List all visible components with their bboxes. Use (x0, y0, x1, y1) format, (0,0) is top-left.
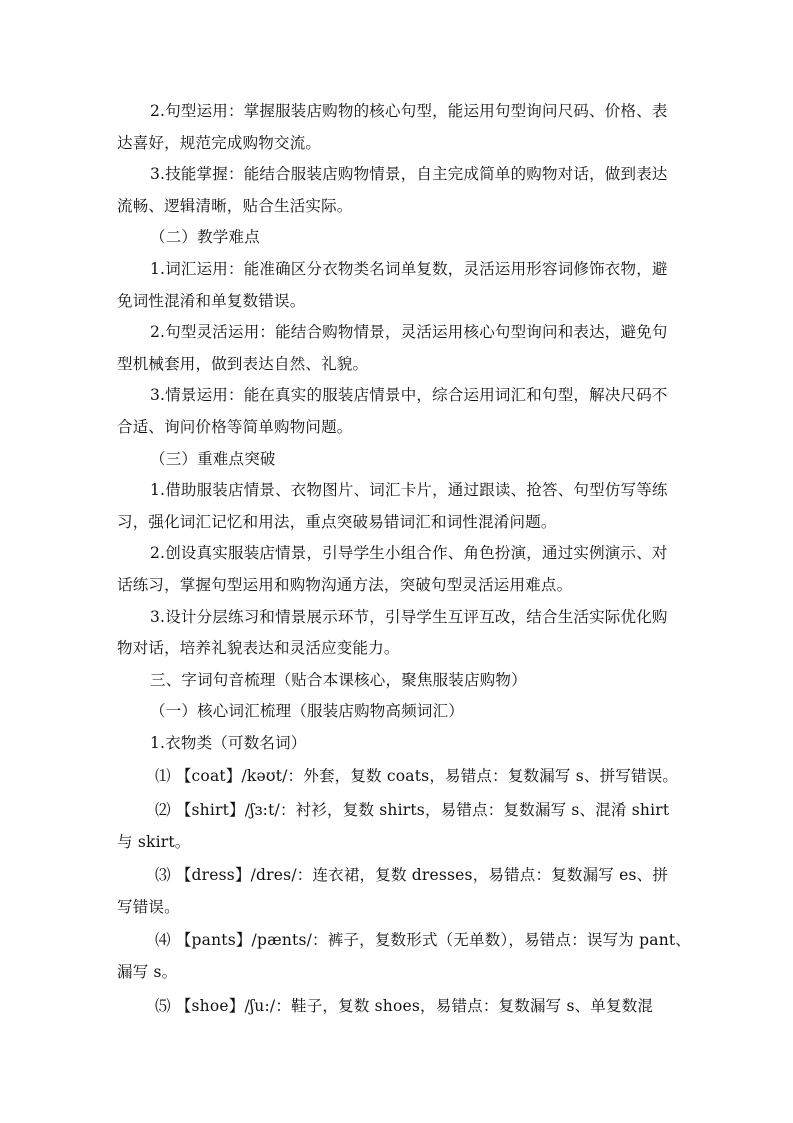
category-heading: 1.衣物类（可数名词） (150, 733, 307, 752)
paragraph-line: 免词性混淆和单复数错误。 (117, 291, 306, 310)
paragraph-line: 达喜好，规范完成购物交流。 (117, 133, 322, 152)
paragraph-line: 习，强化词汇记忆和用法，重点突破易错词汇和词性混淆问题。 (117, 512, 557, 531)
paragraph-line: 2.创设真实服装店情景，引导学生小组合作、角色扮演，通过实例演示、对 (150, 544, 668, 563)
paragraph-line: 型机械套用，做到表达自然、礼貌。 (117, 354, 369, 373)
paragraph-line: 物对话，培养礼貌表达和灵活应变能力。 (117, 639, 400, 658)
vocab-entry-continuation: 与 skirt。 (117, 832, 191, 851)
paragraph-line: 1.词汇运用：能准确区分衣物类名词单复数，灵活运用形容词修饰衣物，避 (150, 259, 668, 278)
paragraph-line: 2.句型灵活运用：能结合购物情景，灵活运用核心句型询问和表达，避免句 (150, 323, 668, 342)
paragraph-line: 3.技能掌握：能结合服装店购物情景，自主完成简单的购物对话，做到表达 (150, 165, 668, 184)
paragraph-line: 1.借助服装店情景、衣物图片、词汇卡片，通过跟读、抢答、句型仿写等练 (150, 481, 668, 500)
paragraph-line: 3.设计分层练习和情景展示环节，引导学生互评互改，结合生活实际优化购 (150, 607, 668, 626)
vocab-entry: ⑷ 【pants】/pænts/：裤子，复数形式（无单数），易错点：误写为 pant、 (155, 931, 692, 950)
paragraph-line: 合适、询问价格等简单购物问题。 (117, 417, 353, 436)
vocab-entry: ⑸ 【shoe】/ʃu:/：鞋子，复数 shoes，易错点：复数漏写 s、单复数混 (155, 996, 654, 1015)
vocab-entry-continuation: 漏写 s。 (117, 963, 178, 982)
vocab-entry: ⑴ 【coat】/kəʊt/：外套，复数 coats，易错点：复数漏写 s、拼写错误。 (155, 767, 679, 786)
section-heading: （二）教学难点 (150, 228, 260, 247)
section-heading: 三、字词句音梳理（贴合本课核心，聚焦服装店购物） (150, 670, 527, 689)
section-heading: （三）重难点突破 (150, 449, 276, 468)
vocab-entry: ⑶ 【dress】/dres/：连衣裙，复数 dresses，易错点：复数漏写 es、拼 (155, 866, 669, 885)
vocab-entry-continuation: 写错误。 (117, 897, 180, 916)
paragraph-line: 流畅、逻辑清晰，贴合生活实际。 (117, 196, 353, 215)
subsection-heading: （一）核心词汇梳理（服装店购物高频词汇） (150, 702, 465, 721)
document-body (117, 96, 692, 1022)
vocab-entry: ⑵ 【shirt】/ʃɜ:t/：衬衫，复数 shirts，易错点：复数漏写 s、混淆 shirt (155, 801, 670, 820)
paragraph-line: 3.情景运用：能在真实的服装店情景中，综合运用词汇和句型，解决尺码不 (150, 386, 668, 405)
paragraph-line: 话练习，掌握句型运用和购物沟通方法，突破句型灵活运用难点。 (117, 575, 573, 594)
paragraph-line: 2.句型运用：掌握服装店购物的核心句型，能运用句型询问尺码、价格、表 (150, 102, 668, 120)
